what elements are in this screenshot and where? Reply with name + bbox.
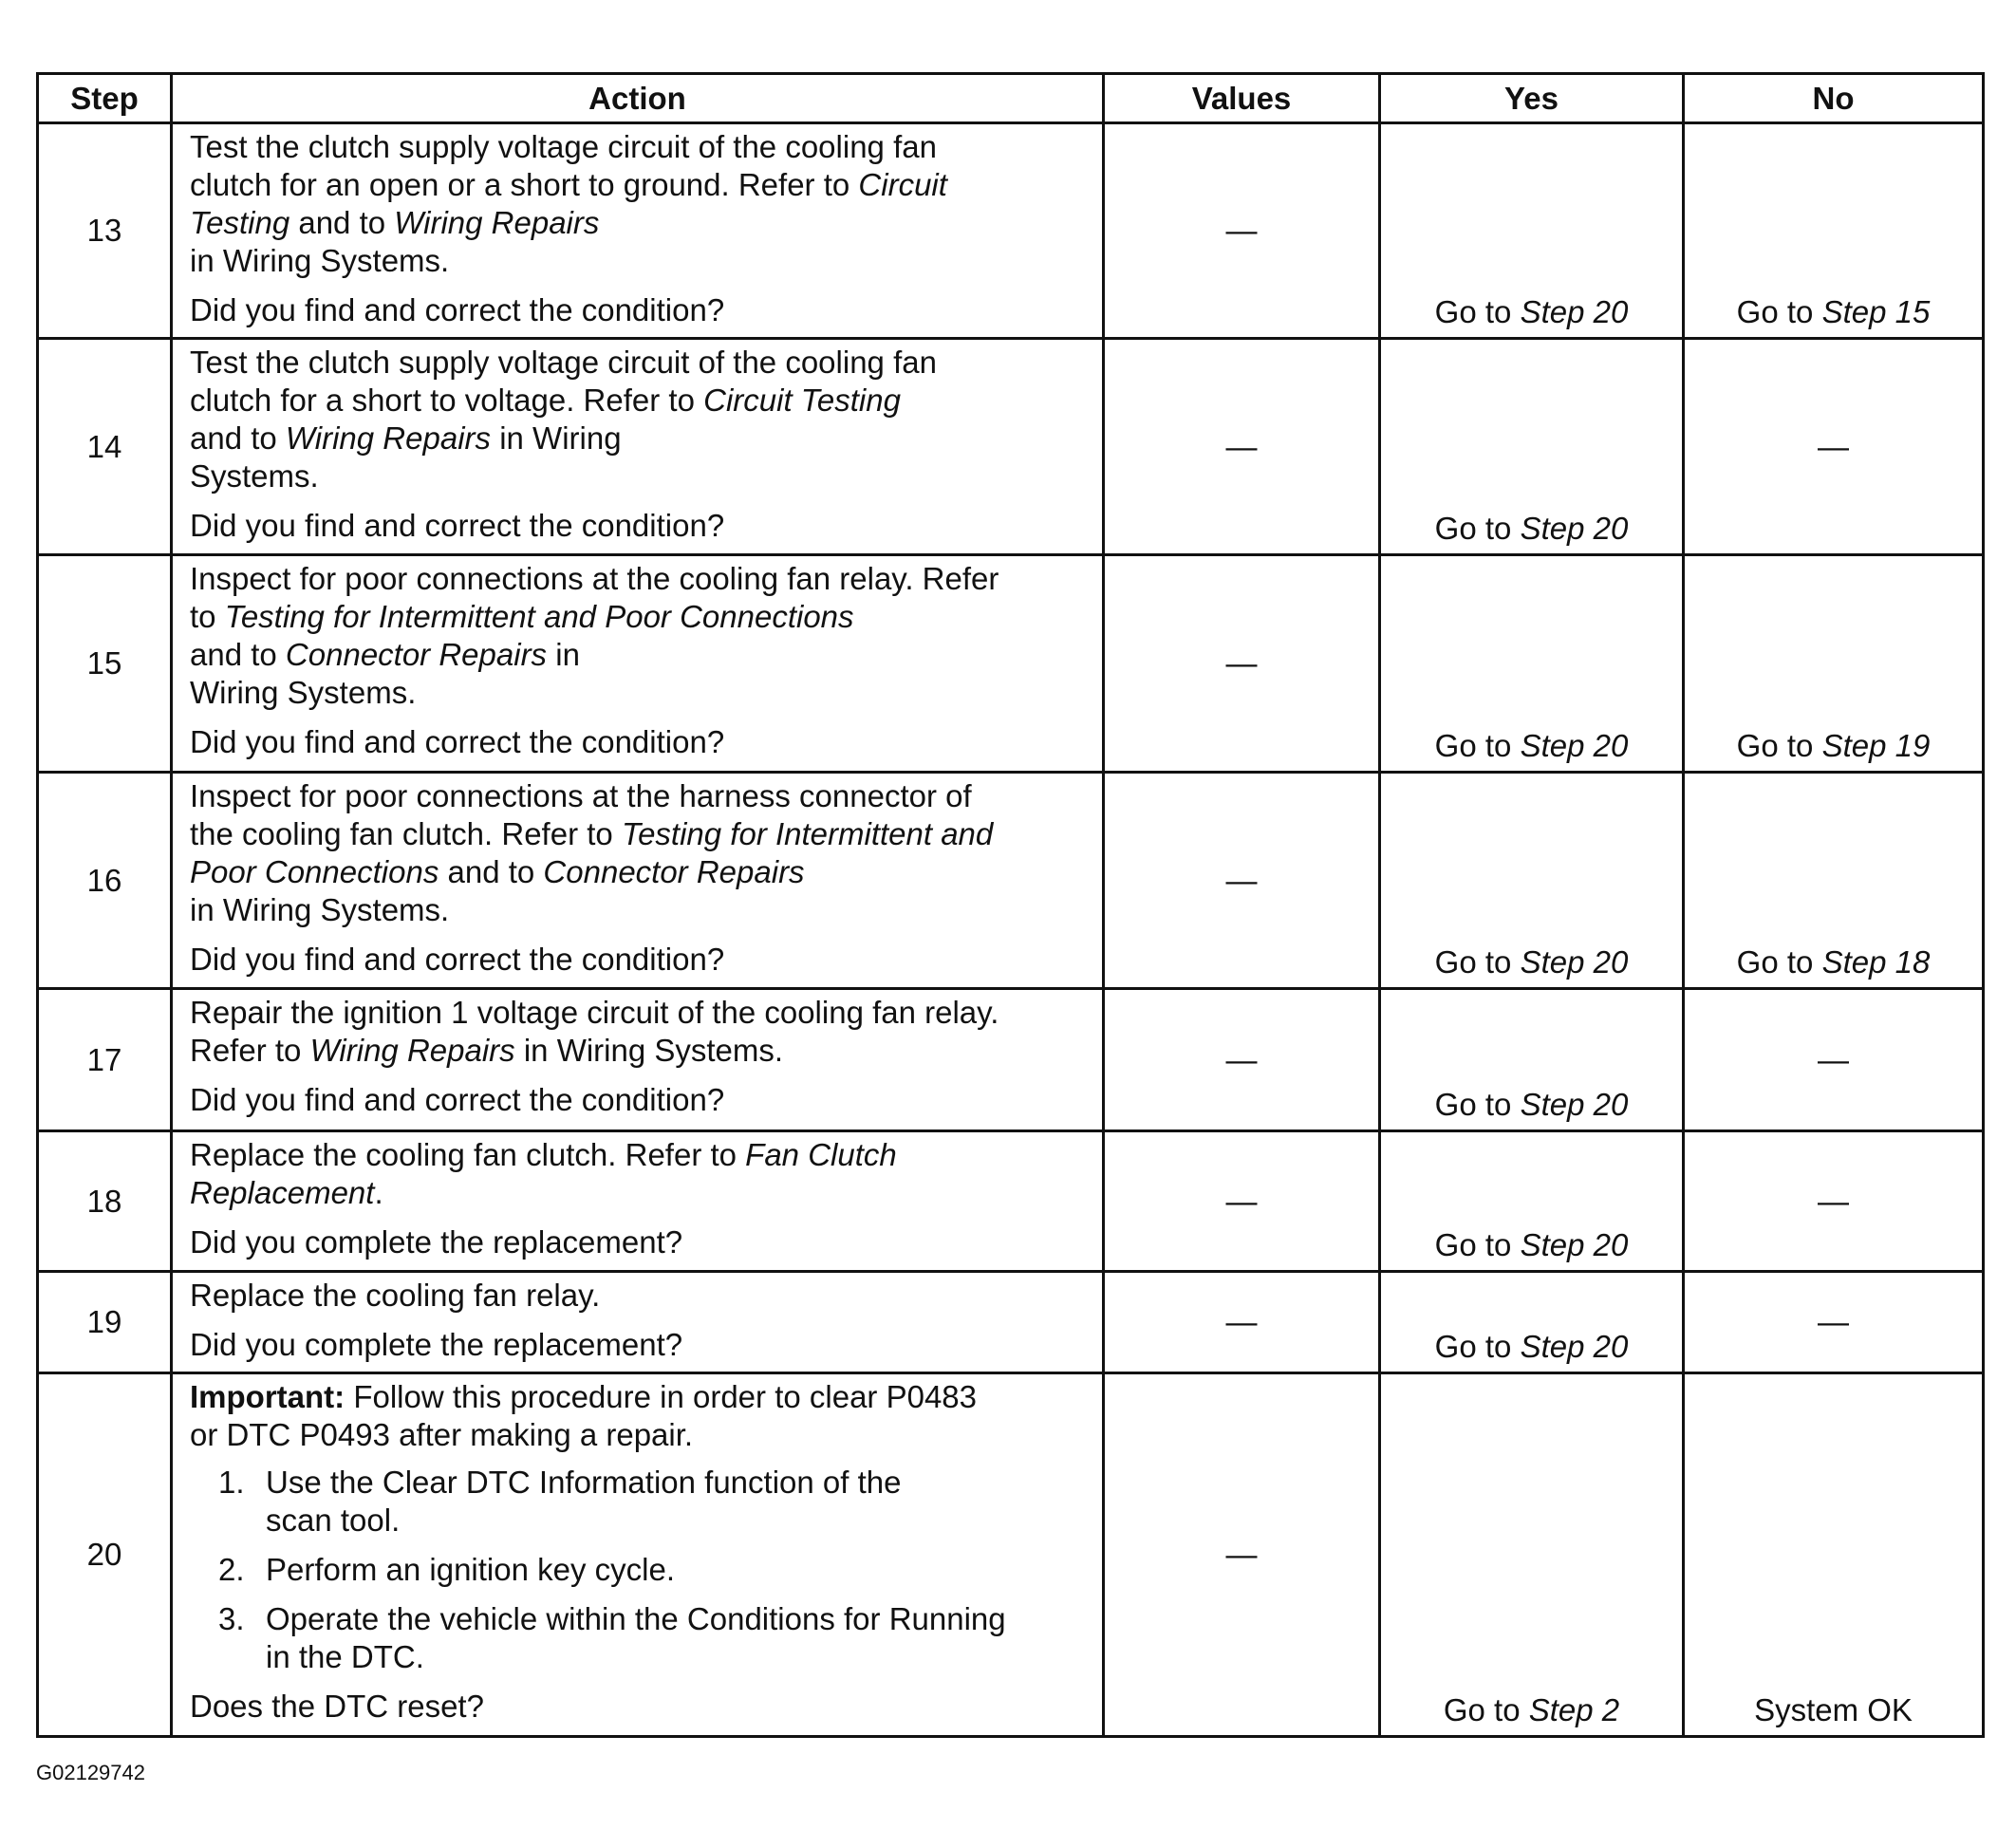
list-number: 3. [218,1601,245,1636]
action-question: Did you find and correct the condition? [190,724,725,759]
no-cell: — [1684,339,1984,555]
action-line [190,636,1092,674]
action-text: Refer to [190,1033,310,1068]
table-header-row [38,74,1984,123]
header-no: No [1684,74,1984,123]
reference-link: Fan Clutch [745,1137,897,1172]
goto-step-link: Step 20 [1520,1227,1629,1262]
reference-link: Wiring Repairs [309,1033,515,1068]
action-cell [172,1373,1104,1737]
goto-text: Go to [1443,1692,1529,1727]
reference-link: Circuit [858,167,947,202]
reference-link: Wiring Repairs [394,205,600,240]
action-line [190,853,1092,891]
no-cell: System OK [1684,1373,1984,1737]
yes-cell [1380,123,1684,339]
header-yes: Yes [1380,74,1684,123]
list-number: 2. [218,1552,245,1587]
action-cell [172,555,1104,773]
goto-step-link: Step 15 [1821,294,1931,329]
action-line: Wiring Systems. [190,675,417,710]
reference-link: Wiring Repairs [285,420,492,456]
goto-step-link: Step 20 [1520,728,1629,763]
yes-cell [1380,989,1684,1131]
reference-link: Replacement [190,1175,375,1210]
goto-text: Go to [1736,728,1822,763]
action-text: and to [190,637,286,672]
list-text [266,1464,1092,1540]
header-values: Values [1104,74,1380,123]
goto-text: Go to [1434,1329,1521,1364]
goto-text: Go to [1434,511,1521,546]
action-line: Inspect for poor connections at the harness connector of [190,778,972,813]
step-number: 17 [38,989,172,1131]
goto-text: Go to [1434,944,1521,980]
no-cell [1684,123,1984,339]
list-number: 1. [218,1465,245,1500]
goto-step-link: Step 20 [1520,511,1629,546]
list-item [218,1464,1092,1540]
goto-step-link: Step 19 [1821,728,1931,763]
action-text: Replace the cooling fan clutch. Refer to [190,1137,746,1172]
values-cell: — [1104,1131,1380,1272]
action-cell [172,773,1104,989]
reference-link: Connector Repairs [543,854,805,889]
action-question: Did you find and correct the condition? [190,1082,725,1117]
list-line: Operate the vehicle within the Conditions for Running [266,1601,1006,1636]
action-line [190,382,1092,420]
header-action: Action [172,74,1104,123]
table-row [38,773,1984,989]
step-number: 13 [38,123,172,339]
action-question: Did you complete the replacement? [190,1327,683,1362]
list-line: Use the Clear DTC Information function of the [266,1465,902,1500]
table-row [38,1373,1984,1737]
reference-link: Testing for Intermittent and Poor Connections [224,599,854,634]
table-row [38,123,1984,339]
action-line [190,166,1092,204]
action-question: Did you complete the replacement? [190,1224,683,1260]
action-line: Test the clutch supply voltage circuit of the cooling fan [190,345,937,380]
action-line: in Wiring Systems. [190,892,450,927]
action-line [190,815,1092,853]
action-text: Follow this procedure in order to clear P0483 [345,1379,978,1414]
action-text: the cooling fan clutch. Refer to [190,816,622,851]
action-cell [172,123,1104,339]
action-text: and to [190,420,286,456]
table-row [38,1131,1984,1272]
action-text: and to [289,205,395,240]
important-note [190,1378,1092,1416]
values-cell: — [1104,339,1380,555]
values-cell: — [1104,773,1380,989]
yes-cell [1380,555,1684,773]
values-cell: — [1104,555,1380,773]
goto-text: Go to [1736,944,1822,980]
goto-step-link: Step 2 [1528,1692,1620,1727]
no-cell: — [1684,1272,1984,1373]
list-line: Perform an ignition key cycle. [266,1552,676,1587]
goto-step-link: Step 20 [1520,944,1629,980]
action-question: Does the DTC reset? [190,1689,484,1724]
yes-cell [1380,1131,1684,1272]
values-cell: — [1104,1373,1380,1737]
action-line: Inspect for poor connections at the cooling fan relay. Refer [190,561,999,596]
yes-cell [1380,1272,1684,1373]
action-cell [172,1272,1104,1373]
procedure-list [190,1464,1092,1676]
action-line [190,204,1092,242]
table-row [38,555,1984,773]
reference-link: Poor Connections [190,854,439,889]
values-cell: — [1104,989,1380,1131]
action-line: Repair the ignition 1 voltage circuit of the cooling fan relay. [190,995,999,1030]
step-number: 15 [38,555,172,773]
header-step: Step [38,74,172,123]
important-label: Important: [190,1379,345,1414]
action-text: in [547,637,580,672]
action-cell [172,339,1104,555]
goto-step-link: Step 20 [1520,1329,1629,1364]
goto-text: Go to [1434,728,1521,763]
list-line: in the DTC. [266,1639,424,1674]
table-row [38,989,1984,1131]
goto-text: Go to [1434,1227,1521,1262]
action-text: clutch for an open or a short to ground. Refer to [190,167,859,202]
goto-step-link: Step 18 [1821,944,1931,980]
table-row [38,339,1984,555]
step-number: 16 [38,773,172,989]
action-question: Did you find and correct the condition? [190,292,725,327]
yes-cell [1380,339,1684,555]
step-number: 14 [38,339,172,555]
action-line: in Wiring Systems. [190,243,450,278]
action-line [190,1032,1092,1070]
no-cell [1684,555,1984,773]
action-text: in Wiring [491,420,622,456]
goto-step-link: Step 20 [1520,1087,1629,1122]
no-cell: — [1684,1131,1984,1272]
action-line [190,420,1092,457]
action-line [190,598,1092,636]
reference-link: Connector Repairs [285,637,548,672]
goto-text: Go to [1434,1087,1521,1122]
step-number: 20 [38,1373,172,1737]
action-line: Test the clutch supply voltage circuit of the cooling fan [190,129,937,164]
table-row [38,1272,1984,1373]
action-line: Systems. [190,458,319,494]
no-cell [1684,773,1984,989]
action-text: . [374,1175,383,1210]
values-cell: — [1104,123,1380,339]
goto-step-link: Step 20 [1520,294,1629,329]
action-line: or DTC P0493 after making a repair. [190,1417,694,1452]
action-question: Did you find and correct the condition? [190,942,725,977]
yes-cell [1380,1373,1684,1737]
action-text: clutch for a short to voltage. Refer to [190,383,704,418]
reference-link: Circuit Testing [703,383,901,418]
diagnostic-table [36,72,1985,1738]
step-number: 19 [38,1272,172,1373]
action-line [190,1174,1092,1212]
goto-text: Go to [1736,294,1822,329]
list-text [266,1600,1092,1676]
action-cell [172,1131,1104,1272]
action-text: in Wiring Systems. [514,1033,784,1068]
values-cell: — [1104,1272,1380,1373]
reference-link: Testing for Intermittent and [621,816,994,851]
list-line: scan tool. [266,1503,401,1538]
action-text: to [190,599,225,634]
figure-code: G02129742 [36,1761,145,1784]
list-item [218,1551,1092,1589]
action-line [190,1136,1092,1174]
no-cell: — [1684,989,1984,1131]
yes-cell [1380,773,1684,989]
action-cell [172,989,1104,1131]
step-number: 18 [38,1131,172,1272]
list-text [266,1551,1092,1589]
list-item [218,1600,1092,1676]
action-question: Did you find and correct the condition? [190,508,725,543]
goto-text: Go to [1434,294,1521,329]
action-text: and to [439,854,544,889]
action-line: Replace the cooling fan relay. [190,1278,601,1313]
reference-link: Testing [190,205,290,240]
